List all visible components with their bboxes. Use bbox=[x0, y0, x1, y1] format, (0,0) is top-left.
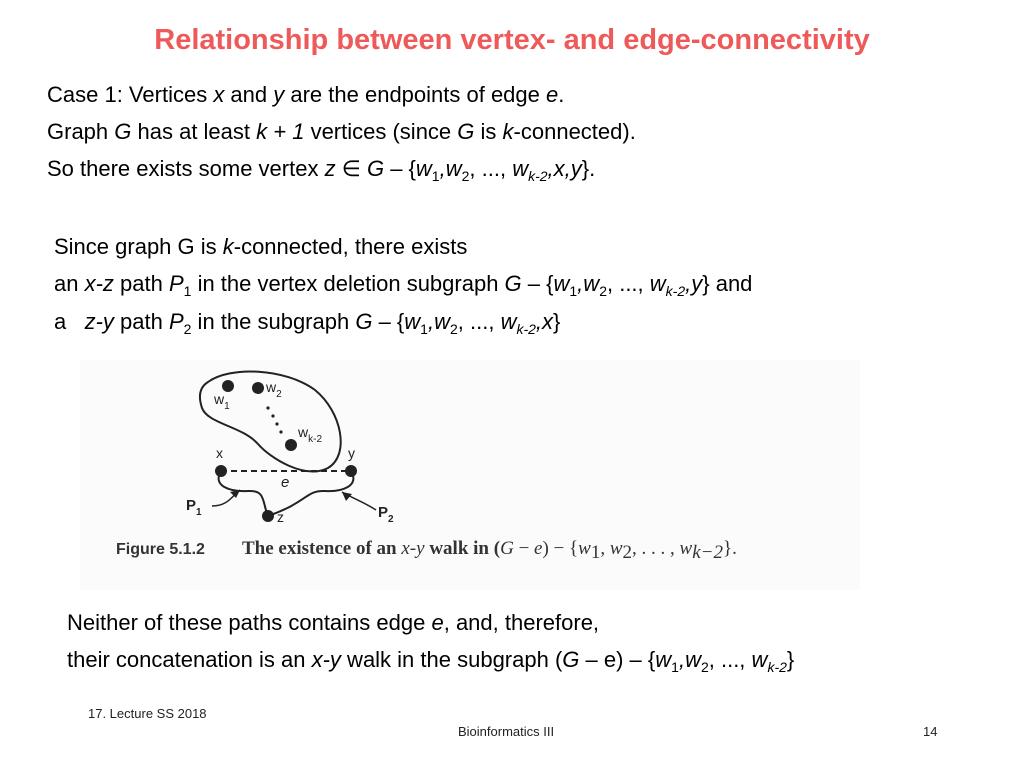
conclusion-line1: Neither of these paths contains edge e, and, therefore, bbox=[67, 610, 600, 635]
path-p1 bbox=[219, 471, 268, 516]
since-line1: Since graph G is k-connected, there exists bbox=[54, 234, 468, 259]
label-e: e bbox=[281, 474, 290, 491]
label-p2: $P_2$ bbox=[378, 504, 394, 525]
vertex-wk2 bbox=[285, 439, 297, 451]
label-y: y bbox=[348, 445, 355, 461]
dots-mark bbox=[266, 406, 269, 409]
label-p1: $P_1$ bbox=[186, 497, 202, 518]
vertex-z bbox=[262, 510, 274, 522]
footer-page-number: 14 bbox=[923, 724, 938, 739]
figure-caption: Figure 5.1.2 The existence of an x-y walk in (G − e) − {w1, w2, . . . , wk−2}. bbox=[116, 538, 737, 563]
footer-course: Bioinformatics III bbox=[458, 724, 555, 739]
since-line3: a z-y path $P_2$ in the subgraph G – {$w_1,w_2$, ..., $w_{k-2},x$} bbox=[54, 309, 561, 337]
vertex-w2 bbox=[252, 382, 264, 394]
label-w2: $w_2$ bbox=[266, 379, 282, 400]
dots-mark bbox=[279, 430, 282, 433]
case1-line2: Graph G has at least k + 1 vertices (since G is k-connected). bbox=[47, 119, 636, 144]
dots-mark bbox=[271, 414, 274, 417]
dots-mark bbox=[275, 422, 278, 425]
conclusion-line2: their concatenation is an x-y walk in the subgraph $(G - e) - \{w_1,w_2$, ..., $w_{k-2}$} bbox=[67, 647, 795, 675]
label-z: z bbox=[277, 509, 284, 525]
case1-line1: Case 1: Vertices x and y are the endpoints of edge e. bbox=[47, 82, 565, 107]
arrow-p1-head bbox=[230, 490, 240, 498]
label-w1: $w_1$ bbox=[214, 391, 230, 412]
footer-lecture: 17. Lecture SS 2018 bbox=[88, 706, 207, 721]
case1-line3: So there exists some vertex z ∈ G – {$w_1,w_2$, ..., $w_{k-2},x,y$}. bbox=[47, 156, 596, 184]
figure-5-1-2 bbox=[80, 360, 860, 590]
label-wk2: $w_{k-2}$ bbox=[298, 424, 323, 445]
page-title: Relationship between vertex- and edge-connectivity bbox=[154, 24, 870, 56]
label-x: x bbox=[216, 445, 223, 461]
since-line2: an x-z path $P_1$ in the vertex deletion subgraph G – {$w_1,w_2$, ..., $w_{k-2},y$} and bbox=[54, 271, 753, 299]
graph-diagram bbox=[80, 360, 860, 590]
